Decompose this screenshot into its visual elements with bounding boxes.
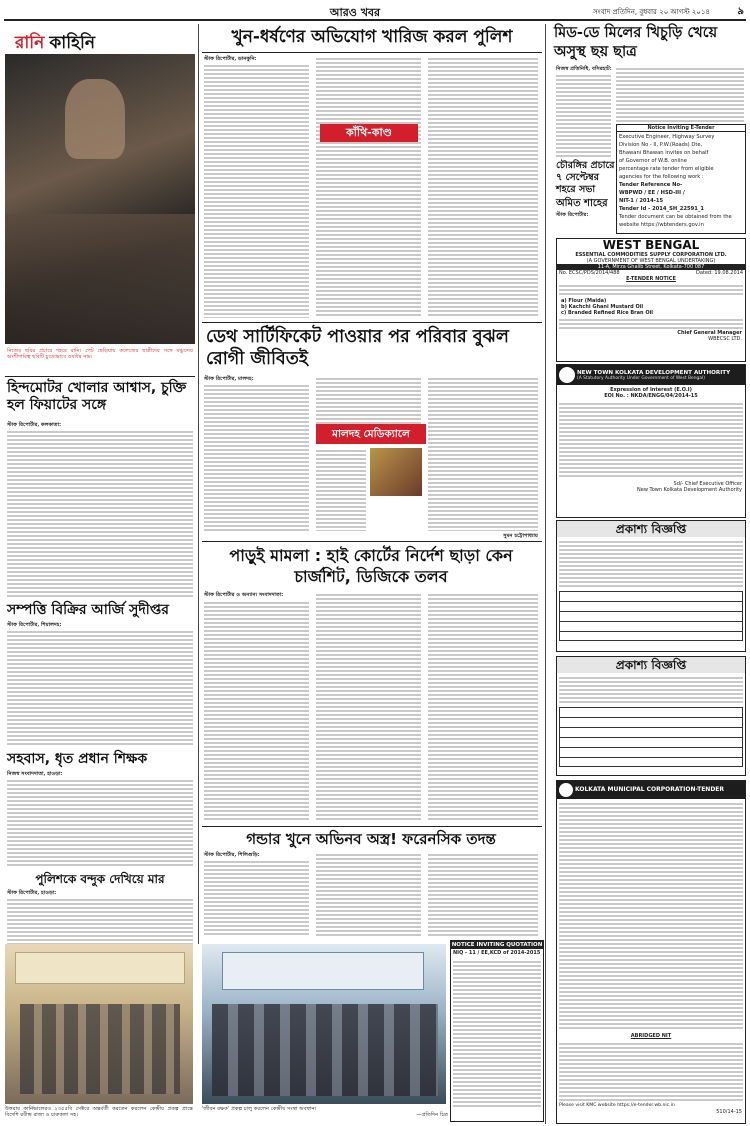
story2-lead: স্টাফ রিপোর্টার, শিয়ালদহ:: [7, 622, 62, 628]
story1-body: [7, 429, 193, 597]
wbecsc-sub: ESSENTIAL COMMODITIES SUPPLY CORPORATION LTD.: [575, 252, 727, 258]
story3-title: সহবাস, ধৃত প্রধান শিক্ষক: [7, 751, 148, 767]
wbecsc-sign2: WBECSC LTD.: [708, 336, 742, 342]
center-body-1b: [316, 56, 421, 318]
wbecsc-addr: 11-A, Mirza Ghalib Street, Kolkata-700 087: [557, 264, 745, 270]
kmc-header: [557, 781, 745, 799]
mid-body-1a: [556, 73, 611, 158]
praka-table-2: [559, 707, 743, 767]
pwd-notice-line: NIT-1 / 2014-15: [619, 198, 664, 204]
wbecsc-item: b) Kachchi Ghani Mustard Oil: [561, 304, 644, 310]
kmc-body: [559, 801, 743, 1031]
wbecsc-memo: No. ECSC/PDS/2014/488: [559, 270, 620, 276]
pwd-notice-line: of Governor of W.B. online: [619, 158, 687, 164]
wbecsc-sign: Chief General Manager: [677, 330, 742, 336]
malda-tag: মালদহ মেডিক্যালে: [316, 424, 426, 444]
center-rule-1: [202, 52, 542, 53]
pwd-notice-line: Bhawani Bhawan invites on behalf: [619, 150, 709, 156]
center-body-2b: [316, 376, 421, 424]
nkda-heading: Expression of Interest (E.O.I): [610, 387, 692, 393]
nkda-logo-icon: [559, 367, 575, 383]
pwd-notice-lines: [617, 132, 745, 230]
pwd-notice-line: Division No - II, P.W.(Roads) Dte,: [619, 142, 703, 148]
nkda-sub: (A Statutory Authority Under Government of West Bengal): [577, 375, 705, 381]
center-body-1c: [428, 56, 538, 318]
wbecsc-ad: [556, 238, 746, 362]
kmc-title: KOLKATA MUNICIPAL CORPORATION-TENDER: [575, 786, 725, 793]
nkda-eoi: EOI No. : NKDA/ENGG/04/2014-15: [604, 393, 698, 399]
kmc-code: 510/14-15: [716, 1109, 742, 1115]
masthead-rule: [4, 19, 746, 21]
bottom-left-caption: উত্তরায় কার্নিভালেরও ২৩৫৫বি সেক্টরে অন্তর্বর্তী করতেন করলেন কেন্দ্রীয় প্রকল্প প্রান্তে বিদেশি রবীন্দ্র রাজ্য ও চারুকলা সহ।: [5, 1106, 193, 1119]
praka-table-1: [559, 591, 743, 641]
rani-photo: [5, 54, 195, 344]
center-body-2a: [204, 383, 309, 531]
pwd-notice-line: percentage rate tender from eligible: [619, 166, 714, 172]
photo-people-2: [212, 1004, 438, 1096]
center-body-2d: [316, 448, 366, 531]
bottom-center-caption-author: —প্রতিদিন চিত্র: [416, 1112, 448, 1118]
center-body-4c: [428, 852, 538, 937]
masthead-date: সংবাদ প্রতিদিন, বুধবার ২০ আগস্ট ২০১৪: [593, 8, 710, 16]
bottom-center-photo: [202, 944, 446, 1104]
wbecsc-sub2: (A GOVERNMENT OF WEST BENGAL UNDERTAKING): [586, 258, 716, 264]
mid-headline-1: মিড-ডে মিলের খিচুড়ি খেয়ে অসুস্থ ছয় ছাত্র: [554, 25, 718, 60]
center-body-1a: [204, 63, 309, 318]
left-rule-1: [5, 376, 195, 377]
pwd-notice-line: website https://wbtenders.gov.in: [619, 222, 704, 228]
bottom-center-caption: 'জীবন রক্ষক' প্রকল্প চালু করলেন কেন্দ্রীয় সংস্থা অবস্থান।: [202, 1106, 317, 1112]
story1-title: হিন্দমোটর খোলার আশ্বাস, চুক্তি হল ফিয়াটের সঙ্গে: [7, 380, 187, 413]
mid-lead-2: স্টাফ রিপোর্টার:: [556, 212, 589, 218]
center-rule-4: [202, 826, 542, 827]
niq-title: NOTICE INVITING QUOTATION: [451, 942, 543, 948]
malda-photo: [370, 448, 422, 496]
mid-body-1b: [616, 66, 744, 124]
story3-lead: নিজস্ব সংবাদদাতা, হাওড়া:: [7, 771, 63, 777]
pwd-notice-line: Tender Reference No-: [619, 182, 683, 188]
center-headline-1: খুন-ধর্ষণের অভিযোগ খারিজ করল পুলিশ: [231, 27, 513, 47]
wbecsc-item: c) Branded Refined Rice Bran Oil: [561, 310, 653, 316]
wbecsc-date: Dated: 19.08.2014: [695, 270, 743, 276]
story2-title: সম্পত্তি বিক্রির আর্জি সুদীপ্তর: [7, 602, 169, 618]
pwd-notice-line: Executive Engineer, Highway Survey: [619, 134, 715, 140]
pwd-notice: [616, 124, 746, 234]
center-headline-4: গন্ডার খুনে অভিনব অস্ত্র! ফরেনসিক তদন্ত: [246, 830, 496, 848]
mid-lead-1: নিজস্ব প্রতিনিধি, বসিরহাট:: [556, 66, 612, 72]
kmc-logo-icon: [559, 783, 573, 797]
center-lead-1: স্টাফ রিপোর্টার, ডানকুনি:: [204, 56, 257, 62]
malda-byline: সুমন চট্টোপাধ্যায়: [503, 533, 538, 539]
pwd-notice-line: Tender Id - 2014_SH_22591_1: [619, 206, 705, 212]
photo-banner-2: [222, 952, 424, 990]
praka-title-2: প্রকাশ্য বিজ্ঞপ্তি: [557, 657, 745, 673]
center-body-4b: [316, 852, 421, 937]
story4-title: পুলিশকে বন্দুক দেখিয়ে মার: [35, 872, 165, 886]
pwd-notice-title: Notice Inviting E-Tender: [617, 125, 745, 132]
praka-title-1: প্রকাশ্য বিজ্ঞপ্তি: [557, 521, 745, 537]
photo-caption: নিজের ছবির প্রচারে শহরে রানি। পেট ছেড়িয়ায় কলেজের ছাত্রীদের সঙ্গে মঞ্চুন্দের অংশীদারিত্ব ছবিটি চুড়োভাবে ওষধির নাম।: [7, 348, 193, 361]
center-body-3c: [428, 592, 538, 822]
niq-notice-box: [450, 940, 544, 1122]
story2-body: [7, 629, 193, 747]
mid-headline-2: চৌরঙ্গির প্রচারে ৭ সেপ্টেম্বর শহরে সভা: [556, 160, 615, 195]
center-lead-4: স্টাফ রিপোর্টার, শিলিগুড়ি:: [204, 852, 260, 858]
kmc-site: Please visit KMC website https://e-tender.wb.nic.in: [559, 1103, 675, 1108]
wbecsc-body: [559, 283, 743, 297]
wbecsc-item: a) Flour (Maida): [561, 298, 607, 304]
story1-lead: স্টাফ রিপোর্টার, কলকাতা:: [7, 422, 61, 428]
photo-figure: [65, 79, 125, 159]
photo-crowd: [5, 214, 195, 344]
nkda-title: NEW TOWN KOLKATA DEVELOPMENT AUTHORITY: [577, 369, 731, 376]
center-body-2c: [428, 376, 538, 531]
wbecsc-title: WEST BENGAL: [602, 238, 700, 252]
center-body-4a: [204, 859, 309, 937]
page-number: ৯: [737, 6, 744, 17]
kicker: [15, 30, 185, 54]
col-divider-2: [545, 24, 546, 1124]
col-divider-1: [198, 24, 199, 944]
kmc-body-2: [559, 1041, 743, 1101]
praka-notice-2: [556, 656, 746, 776]
story3-body: [7, 778, 193, 866]
photo-banner: [15, 952, 185, 984]
kicker-rest: কাহিনি: [49, 33, 96, 53]
nkda-sign: Sd/- Chief Executive Officer: [673, 481, 742, 487]
wbecsc-body-2: [559, 317, 743, 329]
niq-body: [453, 959, 541, 1109]
nkda-sign2: New Town Kolkata Development Authority: [637, 487, 742, 493]
nkda-header: [557, 365, 745, 385]
center-lead-3: স্টাফ রিপোর্টার ও অন্যান্য সংবাদদাতা:: [204, 592, 284, 598]
kmc-tender: [556, 780, 746, 1124]
photo-people: [20, 1004, 180, 1094]
kicker-highlight: রানি: [15, 33, 45, 53]
pwd-notice-line: Tender document can be obtained from the: [619, 214, 732, 220]
pwd-notice-line: WBPWD / EE / HSD-III /: [619, 190, 685, 196]
bottom-left-photo: [5, 944, 193, 1104]
nkda-ad: [556, 364, 746, 518]
center-rule-2: [202, 322, 542, 323]
wbecsc-heading: E-TENDER NOTICE: [626, 276, 676, 282]
section-label: আরও খবর: [329, 6, 381, 19]
center-body-3a: [204, 600, 309, 822]
praka-body-2: [559, 675, 743, 705]
center-headline-2: ডেথ সার্টিফিকেট পাওয়ার পর পরিবার বুঝল রোগী জীবিতই: [206, 327, 509, 369]
pwd-notice-line: agencies for the following work :: [619, 174, 704, 180]
center-rule-3: [202, 541, 542, 542]
nkda-body: [559, 401, 743, 479]
kmc-abridged: ABRIDGED NIT: [630, 1033, 672, 1039]
mid-headline-2b: অমিত শাহের: [556, 198, 608, 209]
praka-notice-1: [556, 520, 746, 652]
center-body-3b: [316, 592, 421, 822]
center-lead-2: স্টাফ রিপোর্টার, মালদহ:: [204, 376, 254, 382]
nkda-title-block: [577, 370, 745, 381]
story4-lead: স্টাফ রিপোর্টার, হাওড়া:: [7, 890, 57, 896]
praka-body-1: [559, 539, 743, 589]
center-headline-3: পাড়ুই মামলা : হাই কোর্টের নির্দেশ ছাড়া কেন চার্জশিট, ডিজিকে তলব: [229, 546, 513, 586]
kanthi-tag: কাঁথি-কাণ্ড: [320, 124, 418, 142]
wbecsc-items: [557, 298, 745, 316]
niq-number: NIQ - 11 / EE,KCD of 2014-2015: [453, 950, 541, 956]
